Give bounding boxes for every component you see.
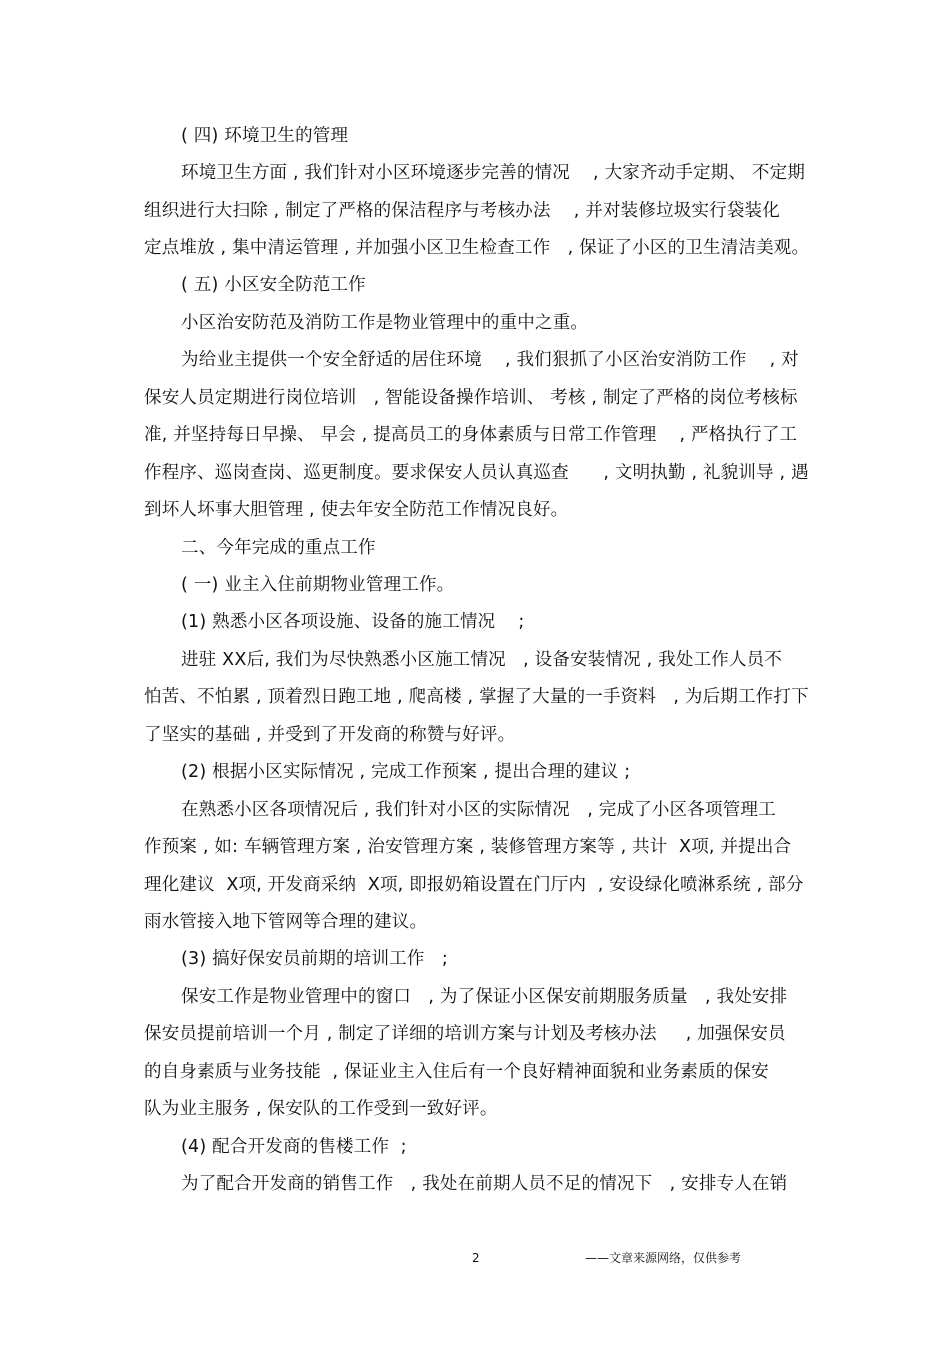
paragraph-line: 了坚实的基础 , 并受到了开发商的称赞与好评。 xyxy=(144,725,516,745)
subsection-heading: (3) 搞好保安员前期的培训工作 ; xyxy=(181,949,448,969)
section-heading: ( 一) 业主入住前期物业管理工作。 xyxy=(181,575,455,595)
paragraph-line: 怕苦、不怕累 , 顶着烈日跑工地 , 爬高楼 , 掌握了大量的一手资料 , 为后期工作打下 xyxy=(144,687,809,707)
paragraph-line: 的自身素质与业务技能 , 保证业主入住后有一个良好精神面貌和业务素质的保安 xyxy=(144,1062,769,1082)
subsection-heading: (4) 配合开发商的售楼工作 ; xyxy=(181,1137,407,1157)
paragraph-line: 保安人员定期进行岗位培训 , 智能设备操作培训、 考核 , 制定了严格的岗位考核标 xyxy=(144,388,798,408)
paragraph-line: 组织进行大扫除 , 制定了严格的保洁程序与考核办法 , 并对装修垃圾实行袋装化 xyxy=(144,201,780,221)
paragraph-line: 为给业主提供一个安全舒适的居住环境 , 我们狠抓了小区治安消防工作 , 对 xyxy=(181,350,799,370)
section-heading: ( 四) 环境卫生的管理 xyxy=(181,126,349,146)
paragraph-line: 进驻 XX后, 我们为尽快熟悉小区施工情况 , 设备安装情况 , 我处工作人员不 xyxy=(181,650,783,670)
paragraph-line: 环境卫生方面 , 我们针对小区环境逐步完善的情况 , 大家齐动手定期、 不定期 xyxy=(181,163,806,183)
paragraph-line: 作预案 , 如: 车辆管理方案 , 治安管理方案 , 装修管理方案等 , 共计 X项, 并提出合 xyxy=(144,837,792,857)
paragraph-line: 小区治安防范及消防工作是物业管理中的重中之重。 xyxy=(181,313,589,333)
paragraph-line: 定点堆放 , 集中清运管理 , 并加强小区卫生检查工作 , 保证了小区的卫生清洁美观。 xyxy=(144,238,810,258)
paragraph-line: 保安员提前培训一个月 , 制定了详细的培训方案与计划及考核办法 , 加强保安员 xyxy=(144,1024,786,1044)
section-heading: 二、今年完成的重点工作 xyxy=(181,538,376,558)
paragraph-line: 准, 并坚持每日早操、 早会 , 提高员工的身体素质与日常工作管理 , 严格执行了工 xyxy=(144,425,798,445)
subsection-heading: (2) 根据小区实际情况 , 完成工作预案 , 提出合理的建议 ; xyxy=(181,762,631,782)
paragraph-line: 保安工作是物业管理中的窗口 , 为了保证小区保安前期服务质量 , 我处安排 xyxy=(181,987,788,1007)
paragraph-line: 在熟悉小区各项情况后 , 我们针对小区的实际情况 , 完成了小区各项管理工 xyxy=(181,800,776,820)
paragraph-line: 作程序、巡岗查岗、巡更制度。要求保安人员认真巡查 , 文明执勤 , 礼貌训导 , 遇 xyxy=(144,463,809,483)
page-number: 2 xyxy=(472,1251,480,1265)
paragraph-line: 到坏人坏事大胆管理 , 使去年安全防范工作情况良好。 xyxy=(144,500,569,520)
paragraph-line: 为了配合开发商的销售工作 , 我处在前期人员不足的情况下 , 安排专人在销 xyxy=(181,1174,788,1194)
footer-note: ——文章来源网络，仅供参考 xyxy=(585,1251,742,1265)
section-heading: ( 五) 小区安全防范工作 xyxy=(181,275,366,295)
paragraph-line: 雨水管接入地下管网等合理的建议。 xyxy=(144,912,428,932)
paragraph-line: 队为业主服务 , 保安队的工作受到一致好评。 xyxy=(144,1099,498,1119)
subsection-heading: (1) 熟悉小区各项设施、设备的施工情况 ; xyxy=(181,612,525,632)
paragraph-line: 理化建议 X项, 开发商采纳 X项, 即报奶箱设置在门厅内 , 安设绿化喷淋系统 , 部分 xyxy=(144,875,804,895)
